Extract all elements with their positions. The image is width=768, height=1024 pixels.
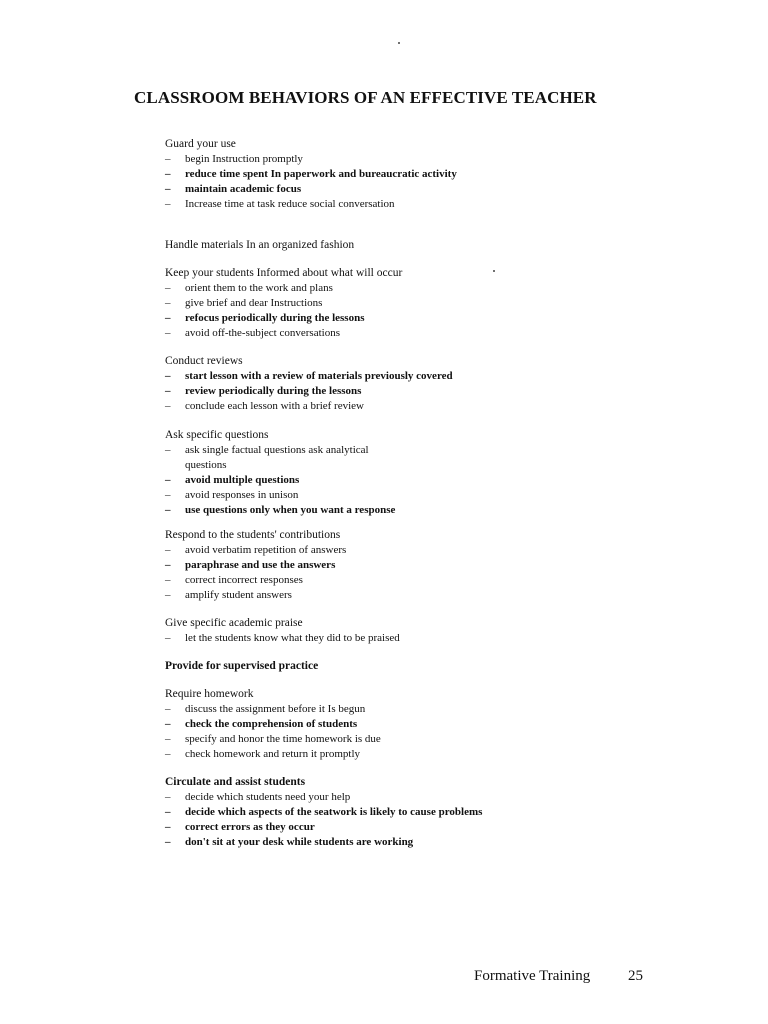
dash-bullet-icon: – — [165, 400, 171, 412]
bullet-list — [165, 543, 585, 603]
section-heading: Circulate and assist students — [165, 776, 306, 788]
list-item: – avoid verbatim repetition of answers — [165, 544, 347, 556]
bullet-list — [165, 281, 585, 341]
list-item: – correct incorrect responses — [165, 574, 303, 586]
bullet-list — [165, 369, 585, 414]
list-item: – avoid responses in unison — [165, 489, 299, 501]
scan-speck — [398, 42, 400, 44]
dash-bullet-icon: – — [165, 703, 171, 715]
dash-bullet-icon: – — [165, 489, 171, 501]
list-item: – maintain academic focus — [165, 183, 302, 195]
section-circulate-assist — [165, 775, 585, 850]
list-item: – correct errors as they occur — [165, 821, 315, 833]
list-item: – Increase time at task reduce social conversation — [165, 198, 395, 210]
section-keep-students-informed — [165, 266, 585, 341]
dash-bullet-icon: – — [165, 370, 171, 382]
list-item: – paraphrase and use the answers — [165, 559, 336, 571]
dash-bullet-icon: – — [165, 198, 171, 210]
dash-bullet-icon: – — [165, 153, 171, 165]
dash-bullet-icon: – — [165, 632, 171, 644]
dash-bullet-icon: – — [165, 327, 171, 339]
list-item: – refocus periodically during the lessons — [165, 312, 365, 324]
section-ask-specific-questions — [165, 428, 585, 518]
footer-label: Formative Training — [474, 968, 591, 984]
list-item: – decide which aspects of the seatwork is likely to cause problems — [165, 806, 483, 818]
section-handle-materials — [165, 238, 585, 253]
list-item: – avoid multiple questions — [165, 474, 300, 486]
section-heading: Keep your students Informed about what will occur — [165, 267, 403, 279]
bullet-list — [165, 152, 585, 212]
list-item: – let the students know what they did to be praised — [165, 632, 400, 644]
section-heading: Ask specific questions — [165, 429, 269, 441]
list-item: – give brief and dear Instructions — [165, 297, 323, 309]
list-item: – begin Instruction promptly — [165, 153, 303, 165]
bullet-list — [165, 443, 585, 518]
dash-bullet-icon: – — [165, 474, 171, 486]
dash-bullet-icon: – — [165, 312, 171, 324]
dash-bullet-icon: – — [165, 559, 171, 571]
page-number: 25 — [628, 968, 643, 984]
section-guard-your-use — [165, 137, 585, 212]
dash-bullet-icon: – — [165, 589, 171, 601]
dash-bullet-icon: – — [165, 748, 171, 760]
dash-bullet-icon: – — [165, 574, 171, 586]
list-item: – orient them to the work and plans — [165, 282, 333, 294]
dash-bullet-icon: – — [165, 183, 171, 195]
section-respond-to-contributions — [165, 528, 585, 603]
section-heading: Guard your use — [165, 138, 236, 150]
dash-bullet-icon: – — [165, 282, 171, 294]
bullet-list — [165, 702, 585, 762]
dash-bullet-icon: – — [165, 385, 171, 397]
list-item: – check homework and return it promptly — [165, 748, 361, 760]
section-heading: Respond to the students' contributions — [165, 529, 341, 541]
list-item: – conclude each lesson with a brief review — [165, 400, 364, 412]
dash-bullet-icon: – — [165, 718, 171, 730]
list-item: – discuss the assignment before it Is begun — [165, 703, 366, 715]
section-heading: Provide for supervised practice — [165, 660, 319, 672]
list-item: – reduce time spent In paperwork and bureaucratic activity — [165, 168, 457, 180]
list-item: – check the comprehension of students — [165, 718, 358, 730]
list-item: – decide which students need your help — [165, 791, 351, 803]
list-item: – don't sit at your desk while students are working — [165, 836, 414, 848]
list-item: – ask single factual questions ask analytical questions — [165, 444, 369, 471]
dash-bullet-icon: – — [165, 297, 171, 309]
list-item: – amplify student answers — [165, 589, 292, 601]
list-item: – start lesson with a review of materials previously covered — [165, 370, 453, 382]
dash-bullet-icon: – — [165, 168, 171, 180]
dash-bullet-icon: – — [165, 444, 171, 456]
bullet-list — [165, 631, 585, 646]
section-heading: Conduct reviews — [165, 355, 243, 367]
dash-bullet-icon: – — [165, 504, 171, 516]
dash-bullet-icon: – — [165, 806, 171, 818]
section-require-homework — [165, 687, 585, 762]
section-heading: Give specific academic praise — [165, 617, 303, 629]
section-heading: Handle materials In an organized fashion — [165, 239, 355, 251]
bullet-list — [165, 790, 585, 850]
dash-bullet-icon: – — [165, 821, 171, 833]
section-give-praise — [165, 616, 585, 646]
list-item: – use questions only when you want a response — [165, 504, 396, 516]
list-item: – specify and honor the time homework is due — [165, 733, 381, 745]
dash-bullet-icon: – — [165, 544, 171, 556]
dash-bullet-icon: – — [165, 733, 171, 745]
section-heading: Require homework — [165, 688, 254, 700]
dash-bullet-icon: – — [165, 791, 171, 803]
page-title: CLASSROOM BEHAVIORS OF AN EFFECTIVE TEACHER — [134, 88, 597, 107]
list-item: – review periodically during the lessons — [165, 385, 362, 397]
section-conduct-reviews — [165, 354, 585, 414]
dash-bullet-icon: – — [165, 836, 171, 848]
list-item: – avoid off-the-subject conversations — [165, 327, 340, 339]
section-supervised-practice — [165, 659, 585, 674]
